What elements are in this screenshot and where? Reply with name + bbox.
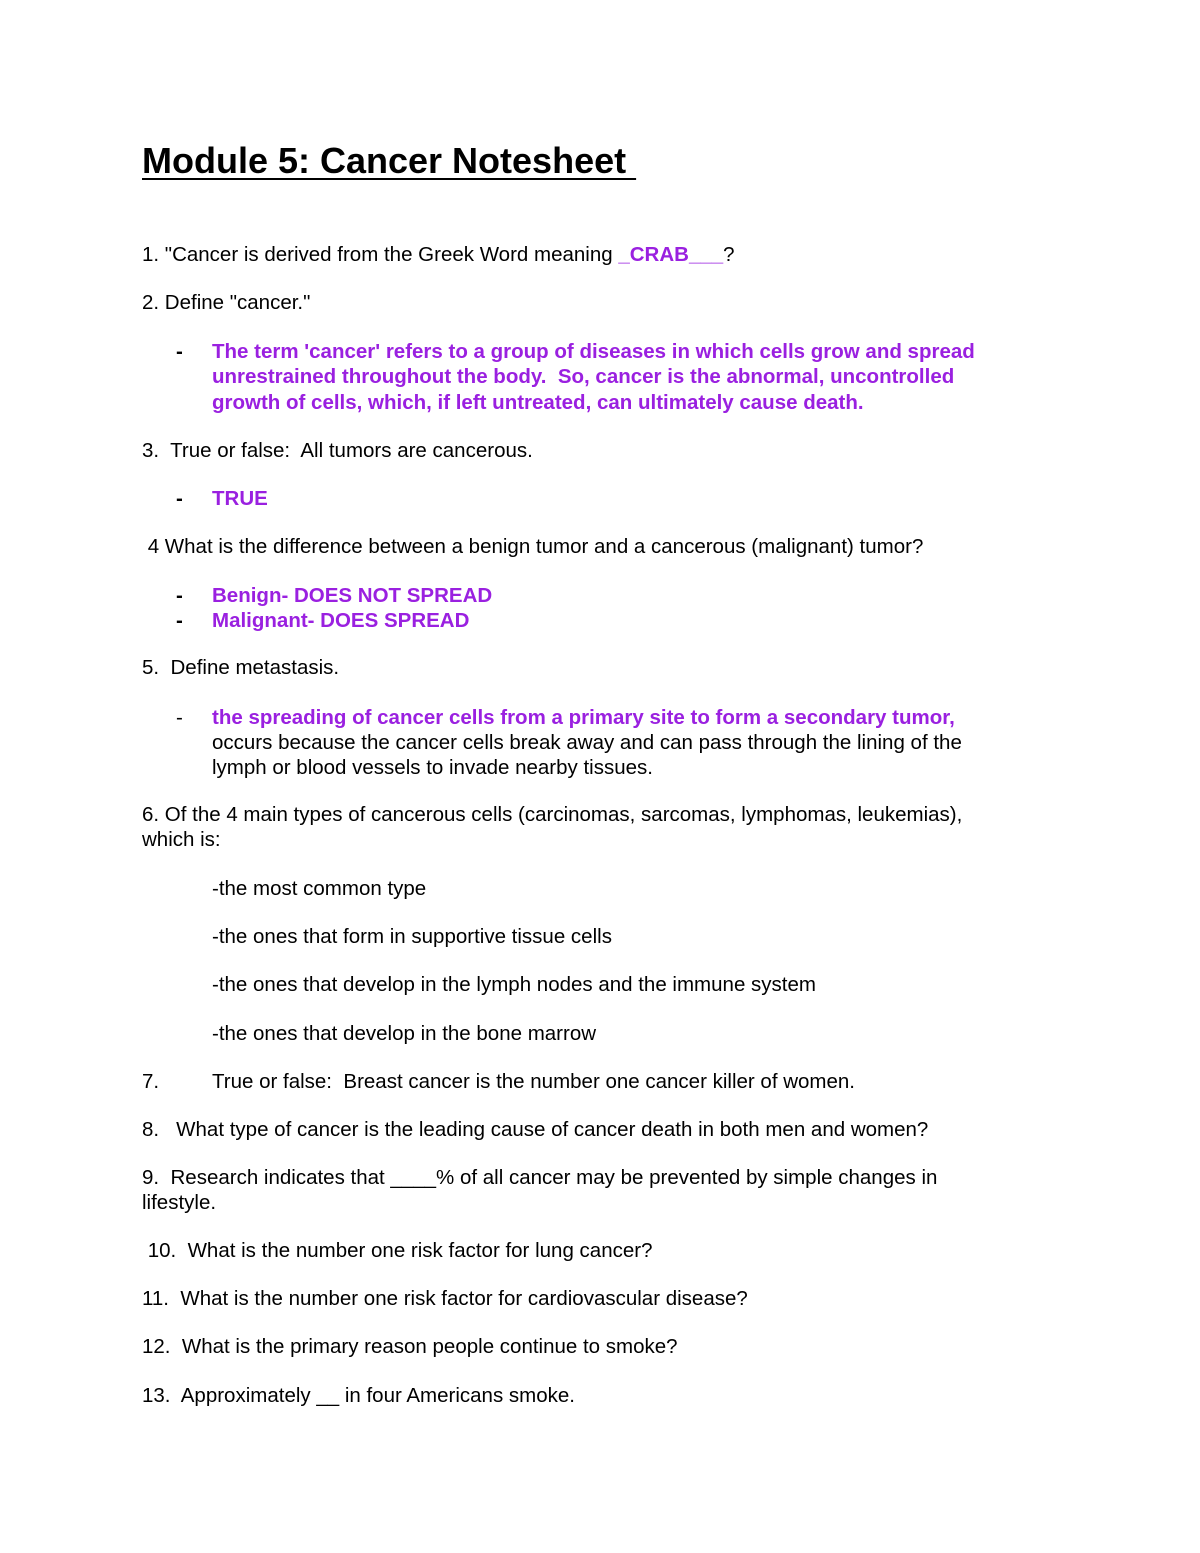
question-4-answer-benign: Benign- DOES NOT SPREAD <box>212 584 493 607</box>
question-3-answer: TRUE <box>212 487 268 510</box>
question-9-line-1: 9. Research indicates that ____% of all cancer may be prevented by simple changes in <box>142 1166 938 1189</box>
question-12: 12. What is the primary reason people continue to smoke? <box>142 1335 678 1358</box>
question-5-bullet: - <box>176 706 183 729</box>
question-2-answer-line-2: unrestrained throughout the body. So, cancer is the abnormal, uncontrolled <box>212 365 955 388</box>
question-10: 10. What is the number one risk factor for lung cancer? <box>142 1239 653 1262</box>
question-4-answer-malignant: Malignant- DOES SPREAD <box>212 609 470 632</box>
question-2-answer-line-3: growth of cells, which, if left untreated, can ultimately cause death. <box>212 391 864 414</box>
question-1-suffix: ? <box>723 243 735 266</box>
question-5-answer: the spreading of cancer cells from a primary site to form a secondary tumor, <box>212 706 955 729</box>
question-6-line-2: which is: <box>142 828 221 851</box>
question-6-item-1: -the most common type <box>212 877 427 900</box>
question-3: 3. True or false: All tumors are cancerous. <box>142 439 533 462</box>
question-6-item-2: -the ones that form in supportive tissue cells <box>212 925 612 948</box>
question-4: 4 What is the difference between a benign tumor and a cancerous (malignant) tumor? <box>142 535 924 558</box>
question-6-line-1: 6. Of the 4 main types of cancerous cells (carcinomas, sarcomas, lymphomas, leukemias), <box>142 803 963 826</box>
question-11: 11. What is the number one risk factor for cardiovascular disease? <box>142 1287 748 1310</box>
question-4-bullet-2: - <box>176 609 183 632</box>
page-title: Module 5: Cancer Notesheet <box>142 140 637 181</box>
question-1-text: 1. "Cancer is derived from the Greek Word meaning <box>142 243 619 266</box>
question-4-bullet-1: - <box>176 584 183 607</box>
question-5: 5. Define metastasis. <box>142 656 340 679</box>
question-2-answer-line-1: The term 'cancer' refers to a group of diseases in which cells grow and spread <box>212 340 975 363</box>
question-5-continuation-1: occurs because the cancer cells break away and can pass through the lining of the <box>212 731 962 754</box>
question-5-continuation-2: lymph or blood vessels to invade nearby tissues. <box>212 756 653 779</box>
question-3-bullet: - <box>176 487 183 510</box>
question-8: 8. What type of cancer is the leading cause of cancer death in both men and women? <box>142 1118 929 1141</box>
question-9-line-2: lifestyle. <box>142 1191 217 1214</box>
question-13: 13. Approximately __ in four Americans smoke. <box>142 1384 575 1407</box>
question-1-answer: _CRAB___ <box>618 243 724 266</box>
question-2-bullet: - <box>176 340 183 363</box>
question-6-item-3: -the ones that develop in the lymph nodes and the immune system <box>212 973 816 996</box>
question-2: 2. Define "cancer." <box>142 291 311 314</box>
question-7: True or false: Breast cancer is the number one cancer killer of women. <box>212 1070 855 1093</box>
question-6-item-4: -the ones that develop in the bone marrow <box>212 1022 597 1045</box>
question-7-number: 7. <box>142 1070 160 1093</box>
question-1 <box>142 242 735 268</box>
